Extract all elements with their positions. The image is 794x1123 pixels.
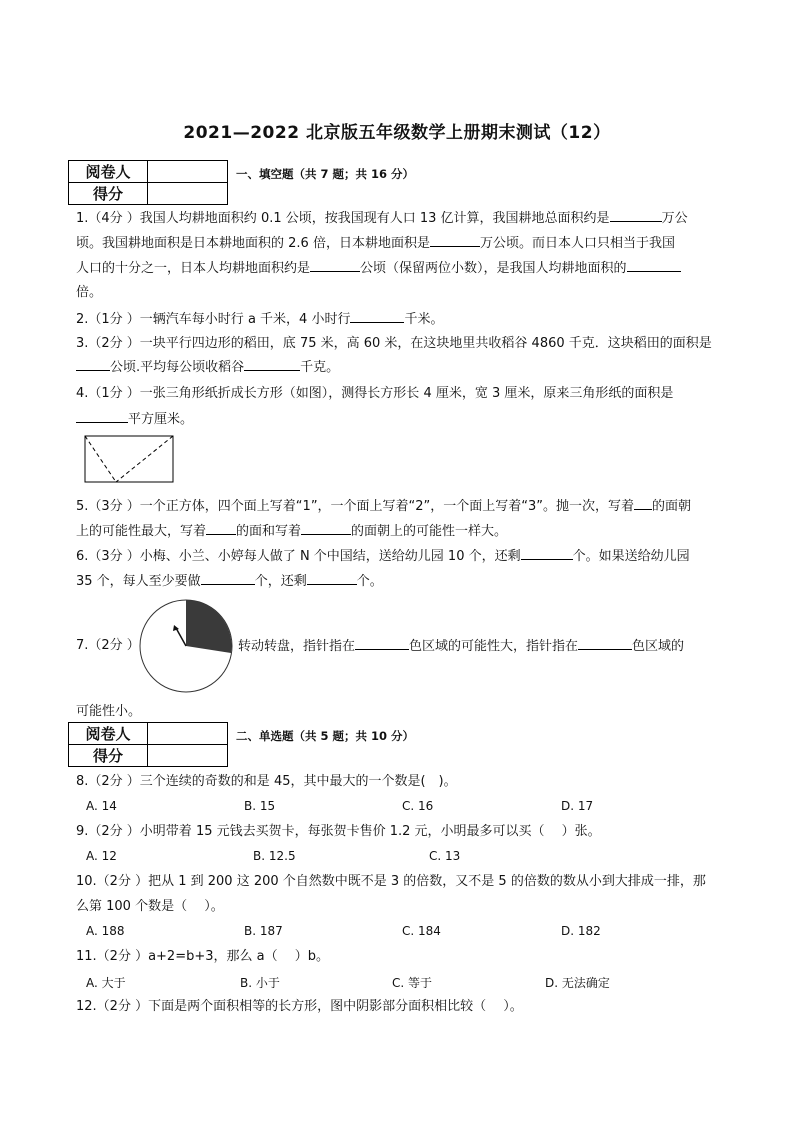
q3-line2: 公顷.平均每公顷收稻谷 千克。 xyxy=(76,358,339,377)
blank[interactable] xyxy=(610,209,662,222)
blank[interactable] xyxy=(244,358,300,371)
q7-line2: 可能性小。 xyxy=(76,704,142,719)
score-label: 得分 xyxy=(69,183,148,205)
q9-stem: 9.（2分 ）小明带着 15 元钱去买贺卡，每张贺卡售价 1.2 元，小明最多可以买（ ）张。 xyxy=(76,824,601,839)
q9-option-c[interactable]: C. 13 xyxy=(429,849,461,863)
q6-line2: 35 个，每人至少要做 个，还剩 个。 xyxy=(76,574,383,589)
section2-heading: 二、单选题（共 5 题；共 10 分） xyxy=(236,729,415,743)
blank[interactable] xyxy=(521,547,573,560)
score-box-1 xyxy=(68,160,228,205)
q9-option-a[interactable]: A. 12 xyxy=(86,849,117,863)
q4-line2: 平方厘米。 xyxy=(76,410,193,429)
q2-line: 2.（1分 ）一辆汽车每小时行 a 千米，4 小时行 千米。 xyxy=(76,312,444,327)
q11-option-b[interactable]: B. 小于 xyxy=(240,976,280,990)
blank[interactable] xyxy=(350,310,404,323)
q10-option-b[interactable]: B. 187 xyxy=(244,924,283,938)
q10-line2: 么第 100 个数是（ ）。 xyxy=(76,899,224,914)
q7-number: 7.（2分 ） xyxy=(76,638,140,653)
q6-line1: 6.（3分 ）小梅、小兰、小婷每人做了 N 个中国结，送给幼儿园 10 个，还剩 个。如果送给幼儿园 xyxy=(76,549,690,564)
reviewer-label: 阅卷人 xyxy=(69,723,148,745)
blank[interactable] xyxy=(206,522,236,535)
score-cell[interactable] xyxy=(148,183,228,205)
blank[interactable] xyxy=(307,572,357,585)
blank[interactable] xyxy=(355,637,409,650)
q8-option-a[interactable]: A. 14 xyxy=(86,799,117,813)
section1-heading: 一、填空题（共 7 题；共 16 分） xyxy=(236,167,415,181)
q1-line1: 1.（4分 ）我国人均耕地面积约 0.1 公顷，按我国现有人口 13 亿计算，我国耕地总面积约是 万公 xyxy=(76,211,688,226)
blank[interactable] xyxy=(76,358,110,371)
q4-line1: 4.（1分 ）一张三角形纸折成长方形（如图），测得长方形长 4 厘米，宽 3 厘米，原来三角形纸的面积是 xyxy=(76,386,674,401)
q11-option-a[interactable]: A. 大于 xyxy=(86,976,126,990)
blank[interactable] xyxy=(76,410,128,423)
q5-line2: 上的可能性最大，写着 的面和写着 的面朝上的可能性一样大。 xyxy=(76,524,508,539)
q8-option-b[interactable]: B. 15 xyxy=(244,799,276,813)
q1-line2: 顷。我国耕地面积是日本耕地面积的 2.6 倍，日本耕地面积是 万公顷。而日本人口只相当于我国 xyxy=(76,236,675,251)
q8-option-c[interactable]: C. 16 xyxy=(402,799,434,813)
blank[interactable] xyxy=(627,259,681,272)
blank[interactable] xyxy=(201,572,255,585)
q8-option-d[interactable]: D. 17 xyxy=(561,799,594,813)
q9-option-b[interactable]: B. 12.5 xyxy=(253,849,296,863)
blank[interactable] xyxy=(310,259,360,272)
score-box-2 xyxy=(68,722,228,767)
q10-option-d[interactable]: D. 182 xyxy=(561,924,601,938)
q11-option-c[interactable]: C. 等于 xyxy=(392,976,433,990)
reviewer-cell[interactable] xyxy=(148,161,228,183)
q8-stem: 8.（2分 ）三个连续的奇数的和是 45，其中最大的一个数是( )。 xyxy=(76,774,457,789)
score-cell[interactable] xyxy=(148,745,228,767)
q10-line1: 10.（2分 ）把从 1 到 200 这 200 个自然数中既不是 3 的倍数，又不是 5 的倍数的数从小到大排成一排，那 xyxy=(76,874,706,889)
blank[interactable] xyxy=(578,637,632,650)
folded-rectangle-figure xyxy=(84,435,176,485)
reviewer-cell[interactable] xyxy=(148,723,228,745)
q3-line1: 3.（2分 ）一块平行四边形的稻田，底 75 米，高 60 米，在这块地里共收稻谷 4860 千克．这块稻田的面积是 xyxy=(76,336,712,351)
reviewer-label: 阅卷人 xyxy=(69,161,148,183)
page-title: 2021—2022 北京版五年级数学上册期末测试（12） xyxy=(183,123,611,143)
spinner-figure xyxy=(138,598,234,694)
blank[interactable] xyxy=(634,497,652,510)
q10-option-c[interactable]: C. 184 xyxy=(402,924,441,938)
q1-line3: 人口的十分之一，日本人均耕地面积约是 公顷（保留两位小数），是我国人均耕地面积的 xyxy=(76,259,681,278)
q5-line1: 5.（3分 ）一个正方体，四个面上写着“1”，一个面上写着“2”，一个面上写着“3”。抛一次，写着 的面朝 xyxy=(76,499,692,514)
blank[interactable] xyxy=(430,234,480,247)
score-label: 得分 xyxy=(69,745,148,767)
blank[interactable] xyxy=(301,522,351,535)
q1-line4: 倍。 xyxy=(76,285,103,300)
q12-stem: 12.（2分 ）下面是两个面积相等的长方形，图中阴影部分面积相比较（ ）。 xyxy=(76,999,523,1014)
q11-stem: 11.（2分 ）a+2=b+3，那么 a（ ）b。 xyxy=(76,949,329,964)
q10-option-a[interactable]: A. 188 xyxy=(86,924,125,938)
q7-line1: 转动转盘，指针指在 色区域的可能性大，指针指在 色区域的 xyxy=(238,639,685,654)
q11-option-d[interactable]: D. 无法确定 xyxy=(545,976,610,990)
